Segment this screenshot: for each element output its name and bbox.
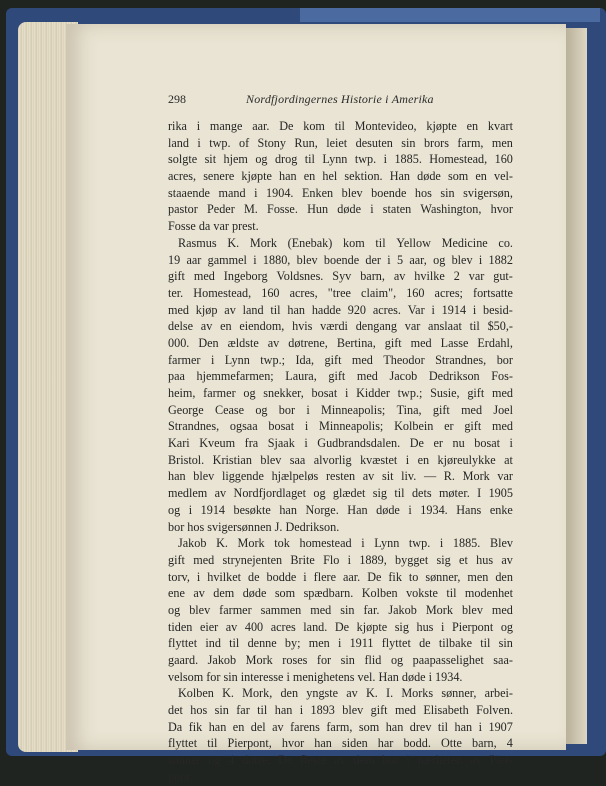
text-line: velsom for sin interesse i menighetens vel. Han døde i 1934. [168,669,463,684]
text-line: flyttet ind til denne by; men i 1911 flyttet de tilbake til sin [168,636,513,651]
text-line: pont. [168,769,193,784]
text-line: tiden eier av 400 acres land. De kjøpte sig hus i Pierpont og [168,619,513,634]
text-line: med kjøp av land til han hadde 920 acres. Var i 1914 i besid- [168,302,513,317]
text-line: Strandnes, ogsaa bosat i Minneapolis; Kolbein er gift med [168,419,513,434]
text-line: pastor Peder M. Fosse. Hun døde i staten Washington, hvor [168,202,513,217]
text-line: sønner og 4 døtre. De fleste av dem bor i nærheten av Pier- [168,753,513,768]
cover-edge [300,8,600,22]
text-line: Kari Kveum fra Sjaak i Gudbrandsdalen. De er nu bosat i [168,436,513,451]
text-line: gift med strynejenten Brite Flo i 1889, bygget sig et hus av [168,552,513,567]
text-line: og i 1914 besøkte han Norge. Han døde i 1934. Hans enke [168,502,513,517]
text-line: acres, senere kjøpte han en hel sektion. Han døde som en vel- [168,169,513,184]
text-line: medlem av Nordfjordlaget og glædet sig til dets møter. I 1905 [168,486,513,501]
text-line: 000. Den ældste av døtrene, Bertina, gift med Lasse Erdahl, [168,335,513,350]
text-line: George Cease og bor i Minneapolis; Tina, gift med Joel [168,402,513,417]
facing-page-edge [566,28,587,744]
body-text [168,118,513,786]
text-line: Fosse da var prest. [168,219,259,234]
text-line: farmer i Lynn twp.; Ida, gift med Theodor Strandnes, bor [168,352,513,367]
text-line: flyttet til Pierpont, hvor han siden har bodd. Otte barn, 4 [168,736,513,751]
text-line: Da fik han en del av farens farm, som han drev til han i 1907 [168,719,513,734]
text-line: 19 aar gammel i 1880, blev boende der i 5 aar, og blev i 1882 [168,252,513,267]
text-line: Jakob K. Mork tok homestead i Lynn twp. i 1885. Blev [178,536,513,551]
text-line: land i twp. of Stony Run, leiet desuten sin brors farm, men [168,135,513,150]
text-line: Bristol. Kristian blev saa alvorlig kvæstet i en kjøreulykke at [168,452,513,467]
text-line: rika i mange aar. De kom til Montevideo, kjøpte en kvart [168,119,513,133]
page-number: 298 [168,92,186,106]
text-line: bor hos svigersønnen J. Dedrikson. [168,519,340,534]
text-line: Kolben K. Mork, den yngste av K. I. Morks sønner, arbei- [178,686,513,701]
text-line: ter. Homestead, 160 acres, "tree claim", 160 acres; fortsatte [168,285,513,300]
text-line: gaard. Jakob Mork roses for sin flid og paapasselighet saa- [168,653,513,667]
text-line: delse av en eiendom, hvis værdi dengang var anslaat til $50,- [168,319,513,334]
text-line: torv, i hvilket de bodde i flere aar. De fik to sønner, men den [168,569,513,584]
page-header [168,92,513,108]
text-line: og blev farmer sammen med sin far. Jakob Mork blev med [168,602,513,617]
text-line: paa hjemmefarmen; Laura, gift med Jacob Dedrikson Fos- [168,369,513,384]
text-line: heim, farmer og snekker, bosat i Kidder twp.; Susie, gift med [168,386,513,400]
text-line: ene av dem døde som spædbarn. Kolben vokste til modenhet [168,586,513,601]
text-line: Rasmus K. Mork (Enebak) kom til Yellow Medicine co. [178,235,513,250]
text-line: staaende mand i 1904. Enken blev boende hos sin svigersøn, [168,185,513,200]
text-line: gift med Ingeborg Voldsnes. Syv barn, av hvilke 2 var gut- [168,269,513,284]
running-title: Nordfjordingernes Historie i Amerika [246,92,434,106]
text-line: det hos sin far til han i 1893 blev gift med Elisabeth Folven. [168,703,513,718]
text-line: han blev liggende hjælpeløs resten av sit liv. — R. Mork var [168,469,513,484]
text-line: solgte sit hjem og drog til Lynn twp. i 1885. Homestead, 160 [168,152,513,167]
